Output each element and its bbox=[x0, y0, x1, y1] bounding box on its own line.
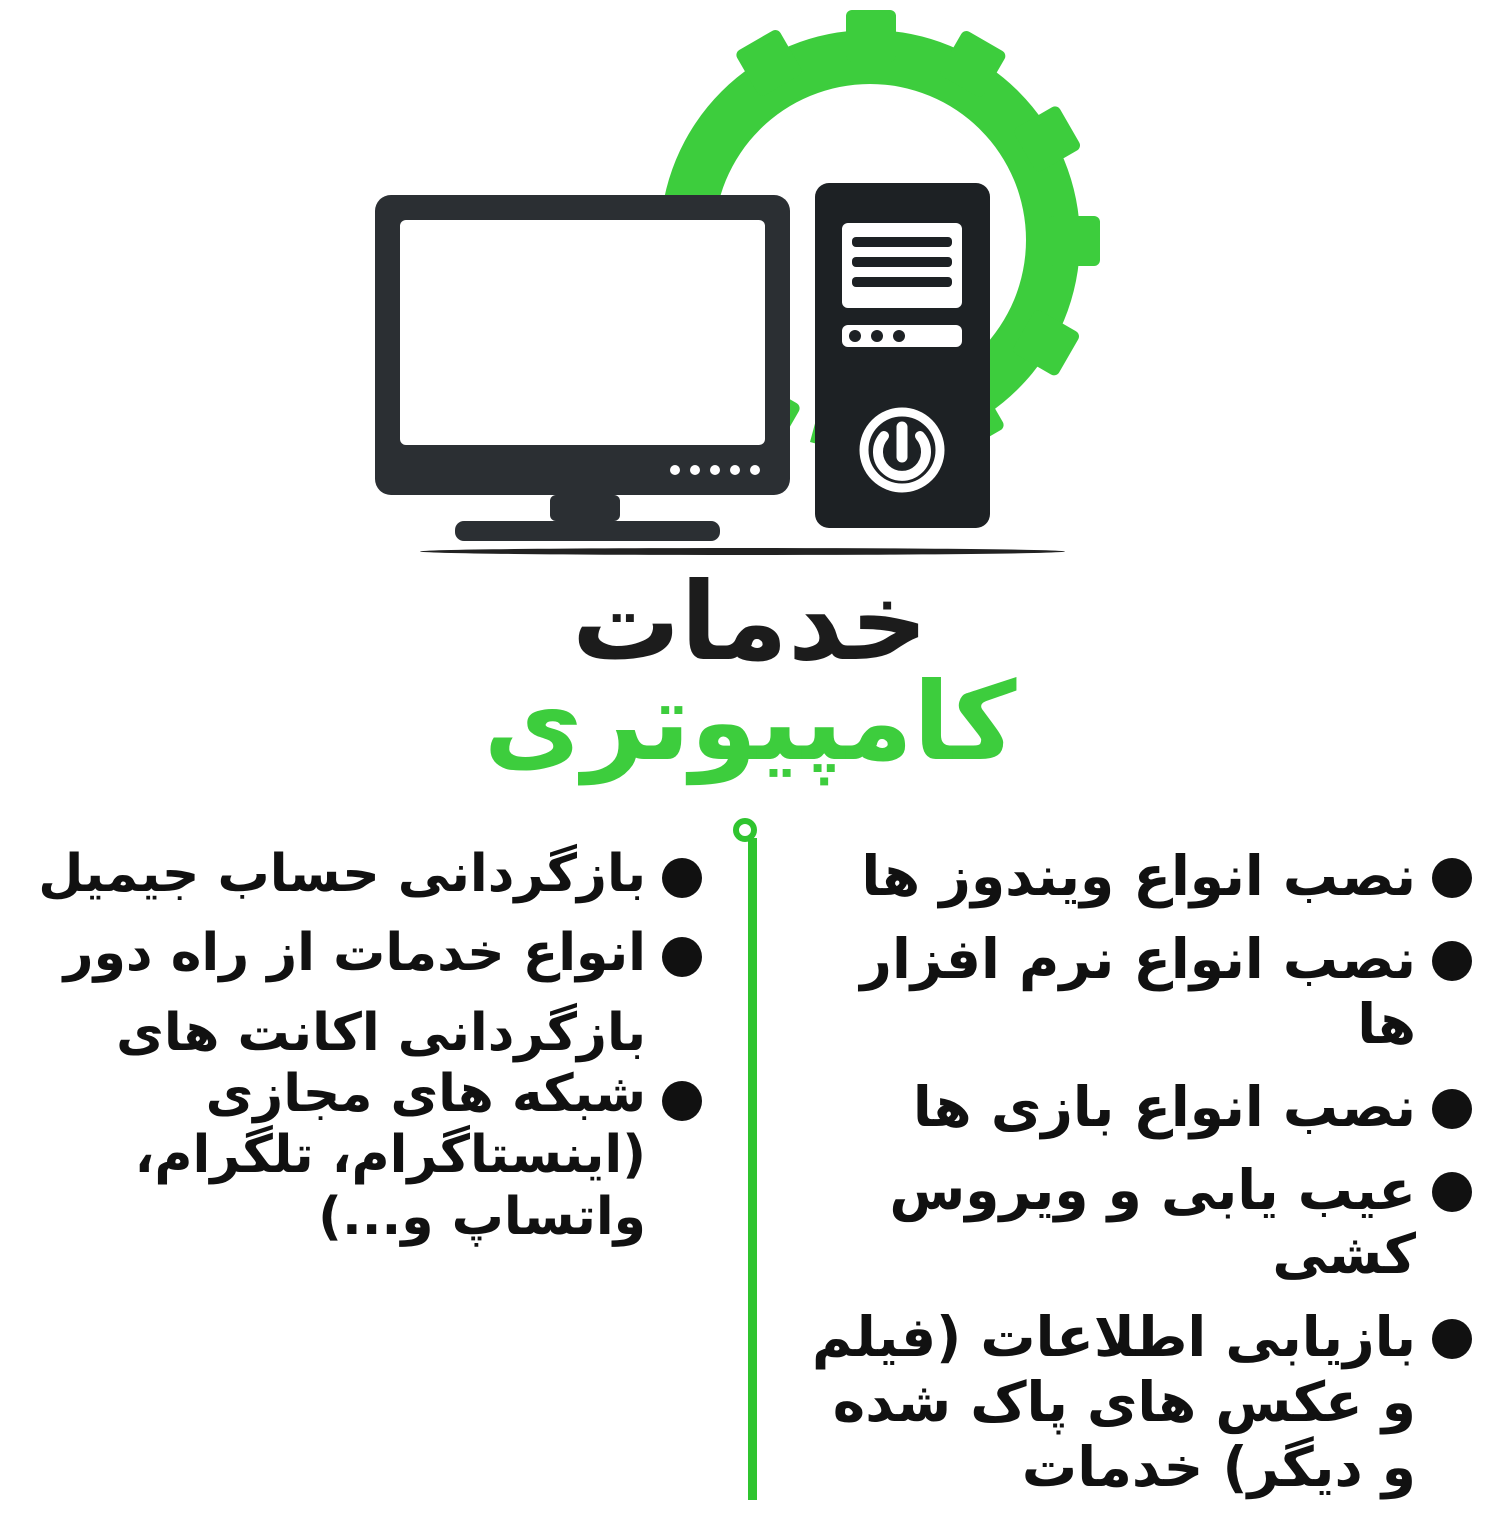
services-lists bbox=[0, 838, 1500, 1500]
service-label: عیب یابی و ویروس کشی bbox=[889, 1157, 1416, 1287]
list-item[interactable] bbox=[798, 1075, 1472, 1140]
bullet-icon bbox=[1432, 1319, 1472, 1359]
service-label: انواع خدمات از راه دور bbox=[63, 923, 646, 984]
bullet-icon bbox=[1432, 858, 1472, 898]
list-item[interactable] bbox=[798, 1158, 1472, 1288]
service-label: بازیابی اطلاعات (فیلم و عکس های پاک شده و دیگر) خدمات bbox=[812, 1305, 1416, 1500]
services-column-left bbox=[0, 838, 720, 1266]
brand-title-line-2: کامپیوتری bbox=[483, 660, 1017, 785]
list-item[interactable] bbox=[28, 1003, 702, 1248]
service-label: بازگردانی حساب جیمیل bbox=[38, 844, 646, 904]
service-label: نصب انواع ویندوز ها bbox=[861, 844, 1416, 908]
bullet-icon bbox=[662, 937, 702, 977]
service-label: نصب انواع بازی ها bbox=[912, 1074, 1416, 1139]
shadow-line bbox=[420, 548, 1065, 555]
list-item[interactable] bbox=[798, 927, 1472, 1057]
list-item[interactable] bbox=[798, 844, 1472, 909]
services-column-right bbox=[780, 838, 1500, 1518]
service-label: بازگردانی اکانت های شبکه های مجازی (اینستاگرام، تلگرام، واتساپ و...) bbox=[116, 1002, 646, 1247]
list-item[interactable] bbox=[798, 1305, 1472, 1500]
bullet-icon bbox=[1432, 1089, 1472, 1129]
bullet-icon bbox=[662, 858, 702, 898]
bullet-icon bbox=[1432, 1172, 1472, 1212]
brand-title-line-1: خدمات bbox=[571, 560, 929, 685]
desktop-computer-icon bbox=[355, 175, 1015, 575]
list-item[interactable] bbox=[28, 844, 702, 905]
bullet-icon bbox=[1432, 941, 1472, 981]
list-item[interactable] bbox=[28, 923, 702, 984]
service-label: نصب انواع نرم افزار ها bbox=[860, 926, 1416, 1056]
bullet-icon bbox=[662, 1081, 702, 1121]
